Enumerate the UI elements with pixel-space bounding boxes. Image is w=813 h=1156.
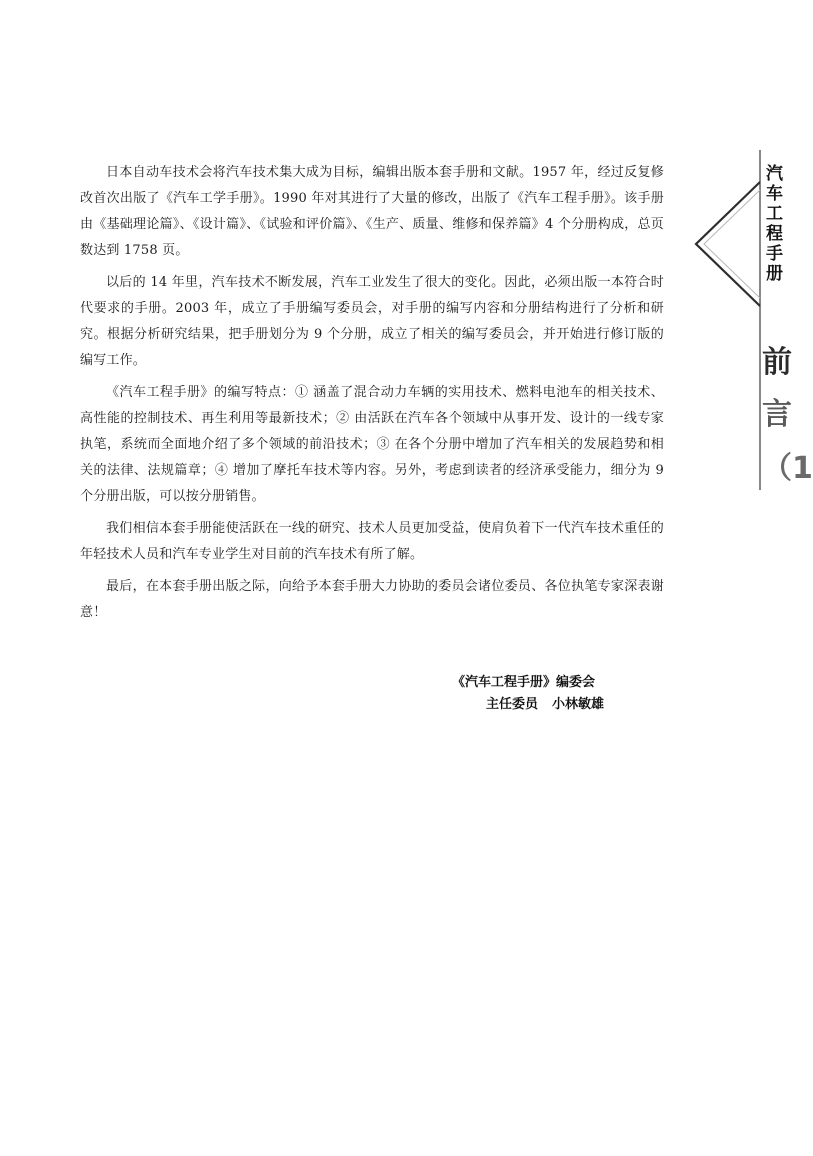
tab-title-char: 车 xyxy=(766,184,783,204)
paragraph-3: 《汽车工程手册》的编写特点：① 涵盖了混合动力车辆的实用技术、燃料电池车的相关技术、高性能的控制技术、再生利用等最新技术；② 由活跃在汽车各个领域中从事开发、设计的一线专家执笔，系统而全面地介绍了多个领域的前沿技术；③ 在各个分册中增加了汽车相关的发展趋势和相关的法律、法规篇章；④ 增加了摩托车技术等内容。另外，考虑到读者的经济承受能力，细分为 9 个分册出版，可以按分册销售。 xyxy=(80,385,664,504)
paragraph-1: 日本自动车技术会将汽车技术集大成为目标，编辑出版本套手册和文献。1957 年，经过反复修改首次出版了《汽车工学手册》。1990 年对其进行了大量的修改，出版了《汽车工程手册》。该手册由《基础理论篇》、《设计篇》、《试验和评价篇》、《生产、质量、维修和保养篇》4 个分册构成，总页数达到 1758 页。 xyxy=(80,165,664,258)
signature-name: 小林敏雄 xyxy=(552,697,605,712)
paragraph-4: 我们相信本套手册能使活跃在一线的研究、技术人员更加受益，使肩负着下一代汽车技术重任的年轻技术人员和汽车专业学生对目前的汽车技术有所了解。 xyxy=(80,521,664,562)
signature-title: 主任委员 xyxy=(486,697,539,712)
paragraph-2: 以后的 14 年里，汽车技术不断发展，汽车工业发生了很大的变化。因此，必须出版一本符合时代要求的手册。2003 年，成立了手册编写委员会，对手册的编写内容和分册结构进行了分析和研究。根据分析研究结果，把手册划分为 9 个分册，成立了相关的编写委员会，并开始进行修订版的编写工作。 xyxy=(80,275,664,368)
tab-heading-char-3: （1 xyxy=(762,451,813,486)
tab-title-char: 程 xyxy=(766,224,783,244)
signature-block xyxy=(440,672,680,716)
tab-title-char: 册 xyxy=(766,264,783,284)
tab-title-char: 工 xyxy=(766,204,783,224)
signature-person-line xyxy=(440,694,680,716)
tab-heading-char-1: 前 xyxy=(762,345,792,380)
tab-title-char: 手 xyxy=(766,244,783,264)
tab-heading-char-2: 言 xyxy=(762,397,792,432)
tab-title-char: 汽 xyxy=(766,164,783,184)
side-margin-tab xyxy=(692,150,813,490)
signature-organization: 《汽车工程手册》编委会 xyxy=(452,675,596,690)
paragraph-5: 最后，在本套手册出版之际，向给予本套手册大力协助的委员会诸位委员、各位执笔专家深表谢意！ xyxy=(80,579,664,620)
preface-body xyxy=(80,160,664,632)
tab-title-vertical xyxy=(766,164,786,284)
